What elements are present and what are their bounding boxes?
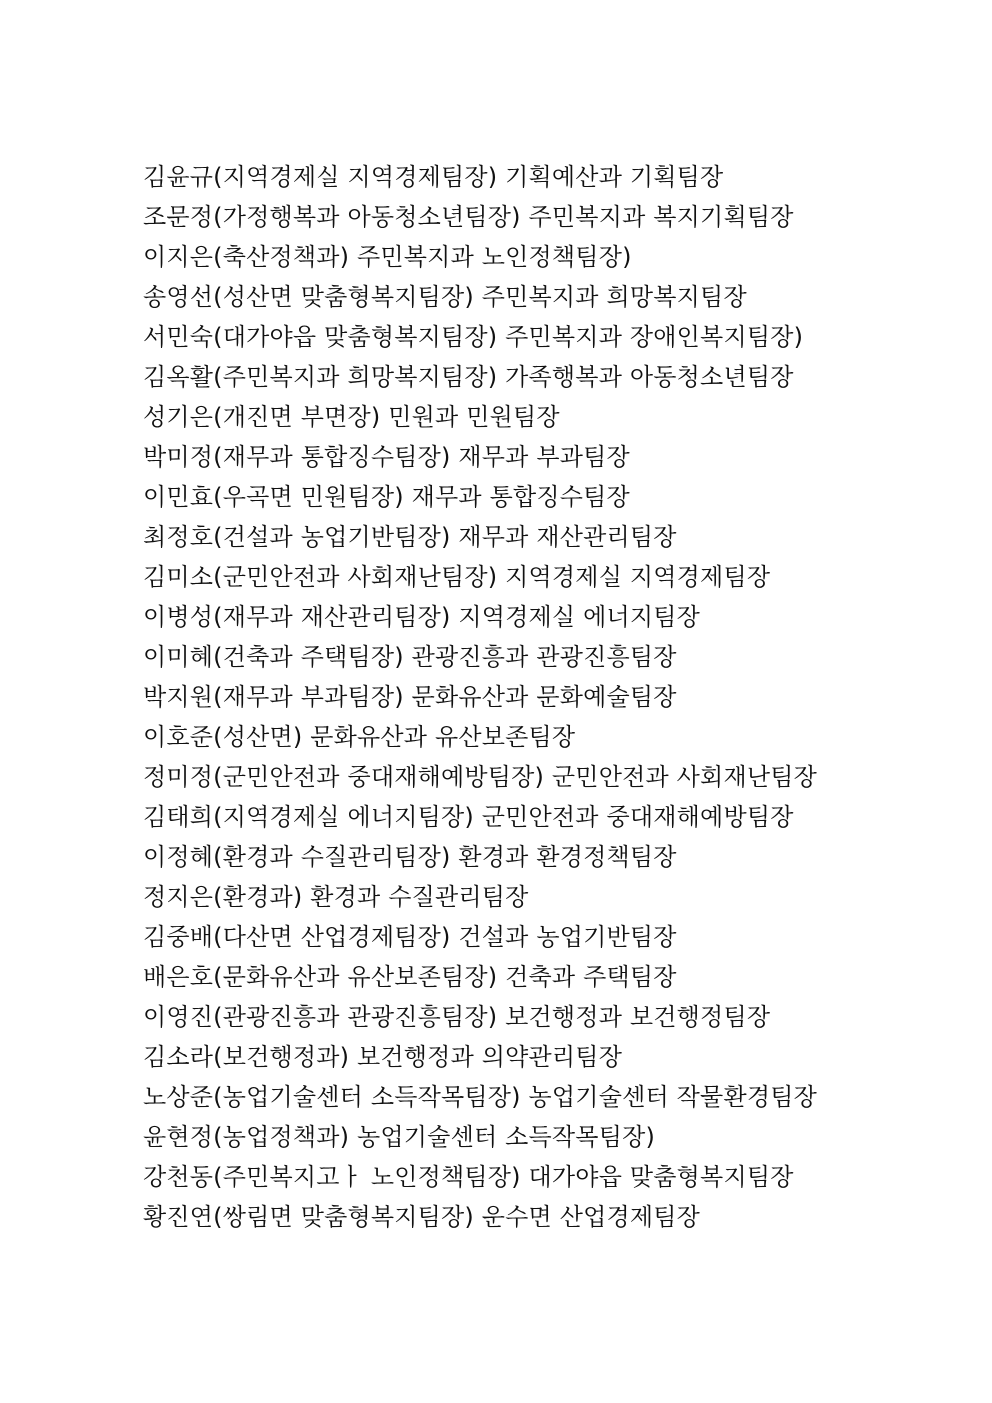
list-item: 이미혜(건축과 주택팀장) 관광진흥과 관광진흥팀장	[143, 643, 677, 671]
list-item: 이지은(축산정책과) 주민복지과 노인정책팀장)	[143, 243, 632, 271]
list-item: 배은호(문화유산과 유산보존팀장) 건축과 주택팀장	[143, 963, 677, 991]
list-item: 조문정(가정행복과 아동청소년팀장) 주민복지과 복지기획팀장	[143, 203, 794, 231]
list-item: 이호준(성산면) 문화유산과 유산보존팀장	[143, 723, 576, 751]
list-item: 서민숙(대가야읍 맞춤형복지팀장) 주민복지과 장애인복지팀장)	[143, 323, 804, 351]
list-item: 이병성(재무과 재산관리팀장) 지역경제실 에너지팀장	[143, 603, 701, 631]
list-item: 이민효(우곡면 민원팀장) 재무과 통합징수팀장	[143, 483, 630, 511]
list-item: 김태희(지역경제실 에너지팀장) 군민안전과 중대재해예방팀장	[143, 803, 794, 831]
list-item: 황진연(쌍림면 맞춤형복지팀장) 운수면 산업경제팀장	[143, 1203, 701, 1231]
list-item: 정미정(군민안전과 중대재해예방팀장) 군민안전과 사회재난팀장	[143, 763, 817, 791]
list-item: 윤현정(농업정책과) 농업기술센터 소득작목팀장)	[143, 1123, 656, 1151]
list-item: 송영선(성산면 맞춤형복지팀장) 주민복지과 희망복지팀장	[143, 283, 747, 311]
personnel-list	[143, 157, 817, 1237]
list-item: 최정호(건설과 농업기반팀장) 재무과 재산관리팀장	[143, 523, 677, 551]
list-item: 성기은(개진면 부면장) 민원과 민원팀장	[143, 403, 560, 431]
list-item: 김윤규(지역경제실 지역경제팀장) 기획예산과 기획팀장	[143, 163, 724, 191]
list-item: 정지은(환경과) 환경과 수질관리팀장	[143, 883, 529, 911]
list-item: 박지원(재무과 부과팀장) 문화유산과 문화예술팀장	[143, 683, 677, 711]
list-item: 강천동(주민복지고ㅏ 노인정책팀장) 대가야읍 맞춤형복지팀장	[143, 1163, 794, 1191]
list-item: 노상준(농업기술센터 소득작목팀장) 농업기술센터 작물환경팀장	[143, 1083, 817, 1111]
list-item: 김미소(군민안전과 사회재난팀장) 지역경제실 지역경제팀장	[143, 563, 771, 591]
list-item: 김옥활(주민복지과 희망복지팀장) 가족행복과 아동청소년팀장	[143, 363, 794, 391]
list-item: 김소라(보건행정과) 보건행정과 의약관리팀장	[143, 1043, 623, 1071]
list-item: 이정혜(환경과 수질관리팀장) 환경과 환경정책팀장	[143, 843, 677, 871]
list-item: 이영진(관광진흥과 관광진흥팀장) 보건행정과 보건행정팀장	[143, 1003, 771, 1031]
list-item: 김중배(다산면 산업경제팀장) 건설과 농업기반팀장	[143, 923, 677, 951]
list-item: 박미정(재무과 통합징수팀장) 재무과 부과팀장	[143, 443, 630, 471]
